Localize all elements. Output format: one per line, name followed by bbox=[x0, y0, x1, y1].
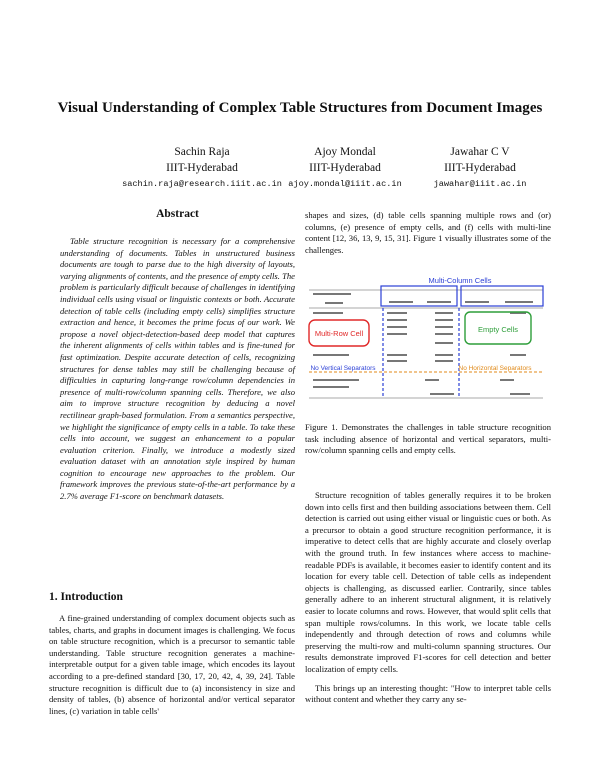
table-text-stub bbox=[500, 379, 514, 381]
table-text-stub bbox=[387, 333, 407, 335]
table-text-stub bbox=[389, 301, 413, 303]
author-affiliation: IIIT-Hyderabad bbox=[309, 162, 381, 174]
table-text-stub bbox=[465, 301, 489, 303]
table-text-stub bbox=[435, 319, 453, 321]
label-no-vertical-separators: No Vertical Separators bbox=[310, 365, 376, 372]
label-no-horizontal-separators: No Horizontal Separators bbox=[458, 365, 532, 372]
figure-1-caption bbox=[305, 422, 551, 457]
introduction-paragraph: A fine-grained understanding of complex document objects such as tables, charts, and graphs in document images is challenging. We focus on table structure recognition, which is a precursor to semantic table understanding. Table structure recognition generates a machine-interpretable output for a given table image, which encodes its layout according to a pre-defined standard [30, 17, 20, 42, 4, 39, 24]. Table structure recognition is difficult due to (a) inconsistency in size and density of tables, (b) absence of horizontal and/or vertical separator lines, (c) variation in table cells' bbox=[49, 613, 295, 716]
paper-title: Visual Understanding of Complex Table Structures from Document Images bbox=[57, 100, 543, 116]
table-text-stub bbox=[435, 354, 453, 356]
table-text-stub bbox=[313, 379, 359, 381]
right-column-body bbox=[305, 490, 551, 706]
table-text-stub bbox=[510, 354, 526, 356]
table-text-stub bbox=[425, 379, 439, 381]
table-text-stub bbox=[387, 319, 407, 321]
introduction-body bbox=[49, 613, 295, 717]
label-empty-cells: Empty Cells bbox=[477, 325, 519, 334]
table-text-stub bbox=[387, 354, 407, 356]
table-text-stub bbox=[435, 312, 453, 314]
table-text-stub bbox=[435, 333, 453, 335]
author-email[interactable]: jawahar@iiit.ac.in bbox=[433, 179, 527, 189]
label-multi-row: Multi-Row Cell bbox=[314, 329, 364, 338]
table-text-stub bbox=[435, 326, 453, 328]
table-text-stub bbox=[510, 393, 530, 395]
table-text-stub bbox=[505, 301, 533, 303]
table-text-stub bbox=[325, 302, 343, 304]
body-paragraph: This brings up an interesting thought: "How to interpret table cells without content and whether they carry any se- bbox=[305, 682, 551, 705]
right-column-top bbox=[305, 210, 551, 256]
table-text-stub bbox=[313, 293, 351, 295]
abstract-heading: Abstract bbox=[156, 208, 199, 220]
table-text-stub bbox=[387, 360, 407, 362]
author-affiliation: IIIT-Hyderabad bbox=[166, 162, 238, 174]
continued-paragraph: shapes and sizes, (d) table cells spanning multiple rows and (or) columns, (e) presence of empty cells, and (f) cells with multi-line content [12, 36, 13, 9, 15, 31]. Figure 1 visually illustrates some of the challenges. bbox=[305, 210, 551, 255]
body-paragraph: Structure recognition of tables generally requires it to be broken down into cells first and then building associations between them. Cell detection is carried out using either visual or linguistic cues or both. As a precursor to obtain a good structure recognition performance, it is imperative to detect cells that are highly accurate and closely overlap with the ground truth. In few instances where access to machine-readable PDFs is available, it becomes easier to identify content and its location for every table cell. Detection of table cells as independent objects is challenging, as discussed earlier. Contrarily, since tables generally adhere to an inherent structural alignment, it is relatively easier to locate columns and rows. However, that would split cells that span multiple rows/columns. In this work, we locate table cells independently and through detection of rows and columns while preserving the multi-row and multi-column spanning structures. Our results demonstrate improved F1-scores for cell detection and better localization of empty cells. bbox=[305, 490, 551, 674]
figure-1-table-illustration bbox=[305, 274, 547, 410]
table-text-stub bbox=[313, 386, 349, 388]
table-text-stub bbox=[430, 393, 454, 395]
author-email[interactable]: ajoy.mondal@iiit.ac.in bbox=[288, 179, 402, 189]
author-block-3 bbox=[390, 144, 570, 192]
author-name: Sachin Raja bbox=[174, 146, 230, 158]
caption-text: Figure 1. Demonstrates the challenges in table structure recognition task including absence of horizontal and vertical separators, multi-row/column spanning cells and empty cells. bbox=[305, 422, 551, 456]
table-text-stub bbox=[427, 301, 451, 303]
author-name: Jawahar C V bbox=[450, 146, 510, 158]
table-text-stub bbox=[313, 312, 343, 314]
figure-1 bbox=[305, 274, 547, 410]
table-text-stub bbox=[387, 326, 407, 328]
section-heading-introduction: 1. Introduction bbox=[49, 591, 123, 603]
table-text-stub bbox=[435, 360, 453, 362]
table-text-stub bbox=[313, 354, 349, 356]
abstract-body bbox=[60, 236, 295, 503]
author-email[interactable]: sachin.raja@research.iiit.ac.in bbox=[122, 179, 282, 189]
author-affiliation: IIIT-Hyderabad bbox=[444, 162, 516, 174]
table-text-stub bbox=[387, 312, 407, 314]
table-text-stub bbox=[435, 342, 453, 344]
author-name: Ajoy Mondal bbox=[314, 146, 376, 158]
label-multi-column: Multi-Column Cells bbox=[428, 276, 492, 285]
abstract-text: Table structure recognition is necessary for a comprehensive understanding of documents. Tables in unstructured business documents are tough to parse due to the high diversity of layouts, varying alignments of contents, and the presence of empty cells. The problem is particularly difficult because of challenges in identifying individual cells using visual or linguistic contexts or both. Accurate detection of table cells (including empty cells) simplifies structure extraction and hence, it becomes the prime focus of our work. We propose a novel object-detection-based deep model that captures the inherent alignments of cells within tables and is fine-tuned for fast optimization. Despite accurate detection of cells, recognizing structures for dense tables may still be challenging because of difficulties in capturing long-range row/column dependencies in presence of multi-row/column spanning cells. Therefore, we also aim to improve structure recognition by deducing a novel rectilinear graph-based formulation. From a semantics perspective, we highlight the significance of empty cells in a table. To take these cells into account, we suggest an enhancement to a popular evaluation criterion. Finally, we introduce a modestly sized evaluation dataset with an annotation style inspired by human cognition to encourage new approaches to the problem. Our framework improves the previous state-of-the-art performance by a 2.7% average F1-score on benchmark datasets. bbox=[60, 236, 295, 502]
